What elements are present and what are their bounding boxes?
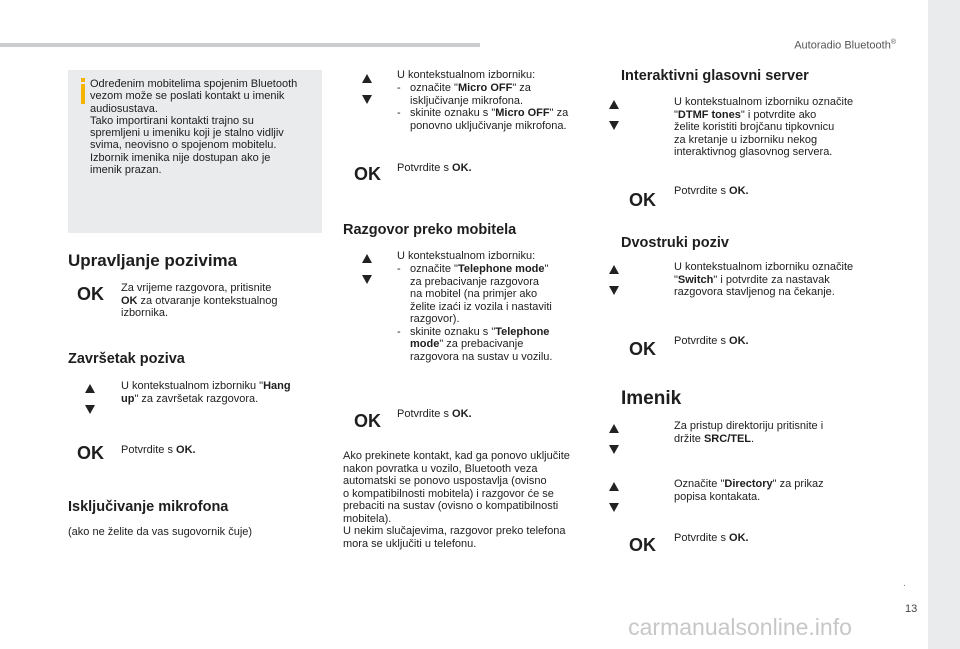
interaktivni-confirm: Potvrdite s OK. [674, 185, 749, 197]
up-down-arrows-icon [360, 252, 374, 286]
micro-list [397, 82, 597, 132]
section-title-interaktivni: Interaktivni glasovni server [621, 68, 809, 84]
reconnect-note: Ako prekinete kontakt, kad ga ponovo uključite nakon povratka u vozilo, Bluetooth veza automatski se ponovo uspostavlja (ovisno o kompatibilnosti mobitela) i razgovor će se prebaciti na sustav (ovisno o kompatibilnosti mobitela). U nekim slučajevima, razgovor preko telefona mora se uključiti u telefonu. [343, 450, 570, 550]
section-title-imenik: Imenik [621, 388, 682, 409]
section-title-razgovor: Razgovor preko mobitela [343, 222, 517, 238]
header-rule [0, 43, 480, 47]
imenik-text-1: Za pristup direktoriju pritisnite i držite SRC/TEL. [674, 420, 824, 445]
up-down-arrows-icon [607, 263, 621, 297]
ok-button-icon: OK [354, 164, 381, 184]
up-down-arrows-icon [360, 72, 374, 106]
ok-button-icon: OK [354, 411, 381, 431]
page-edge-strip [928, 0, 960, 649]
watermark: carmanualsonline.info [628, 614, 852, 640]
header-title: Autoradio Bluetooth® [794, 39, 896, 52]
razgovor-intro: U kontekstualnom izborniku: [397, 250, 536, 262]
up-down-arrows-icon [607, 480, 621, 514]
imenik-confirm: Potvrdite s OK. [674, 532, 749, 544]
ok-button-icon: OK [629, 535, 656, 555]
page-marker: . [903, 578, 906, 589]
zavrsetak-text: U kontekstualnom izborniku "Hang up" za završetak razgovora. [121, 380, 291, 405]
micro-intro: U kontekstualnom izborniku: [397, 69, 536, 81]
zavrsetak-confirm: Potvrdite s OK. [121, 444, 196, 456]
section-title-zavrsetak: Završetak poziva [68, 351, 185, 367]
list-item: - skinite oznaku s "Micro OFF" za ponovno uključivanje mikrofona. [397, 107, 597, 132]
ok-button-icon: OK [77, 443, 104, 463]
list-item: - skinite oznaku s "Telephone mode" za prebacivanje razgovora na sustav u vozilu. [397, 326, 597, 364]
up-down-arrows-icon [607, 98, 621, 132]
up-down-arrows-icon [607, 422, 621, 456]
dvostruki-confirm: Potvrdite s OK. [674, 335, 749, 347]
up-down-arrows-icon [83, 382, 97, 416]
iskljucivanje-subtitle: (ako ne želite da vas sugovornik čuje) [68, 526, 253, 538]
interaktivni-text: U kontekstualnom izborniku označite "DTMF tones" i potvrdite ako želite koristiti brojčanu tipkovnicu za kretanje u izborniku nekog interaktivnog glasovnog servera. [674, 96, 854, 158]
upravljanje-text: Za vrijeme razgovora, pritisnite OK za otvaranje kontekstualnog izbornika. [121, 282, 278, 319]
info-text: Određenim mobitelima spojenim Bluetooth vezom može se poslati kontakt u imenik audiosustava. Tako importirani kontakti trajno su spremljeni u imeniku koji je stalno vidljiv svima, neovisno o spojenom mobitelu. Izbornik imenika nije dostupan ako je imenik prazan. [90, 78, 298, 177]
ok-button-icon: OK [629, 190, 656, 210]
page-number: 13 [905, 603, 918, 615]
ok-button-icon: OK [77, 284, 104, 304]
section-title-iskljucivanje: Isključivanje mikrofona [68, 499, 229, 515]
micro-confirm: Potvrdite s OK. [397, 162, 472, 174]
razgovor-list [397, 263, 597, 363]
section-title-upravljanje: Upravljanje pozivima [68, 251, 238, 270]
razgovor-confirm: Potvrdite s OK. [397, 408, 472, 420]
imenik-text-2: Označite "Directory" za prikaz popisa kontakata. [674, 478, 824, 503]
list-item: - označite "Micro OFF" za isključivanje mikrofona. [397, 82, 597, 107]
dvostruki-text: U kontekstualnom izborniku označite "Switch" i potvrdite za nastavak razgovora stavljenog na čekanje. [674, 261, 854, 298]
ok-button-icon: OK [629, 339, 656, 359]
list-item: - označite "Telephone mode" za prebacivanje razgovora na mobitel (na primjer ako želite izaći iz vozila i nastaviti razgovor). [397, 263, 597, 326]
info-box [68, 70, 322, 233]
section-title-dvostruki: Dvostruki poziv [621, 235, 729, 251]
